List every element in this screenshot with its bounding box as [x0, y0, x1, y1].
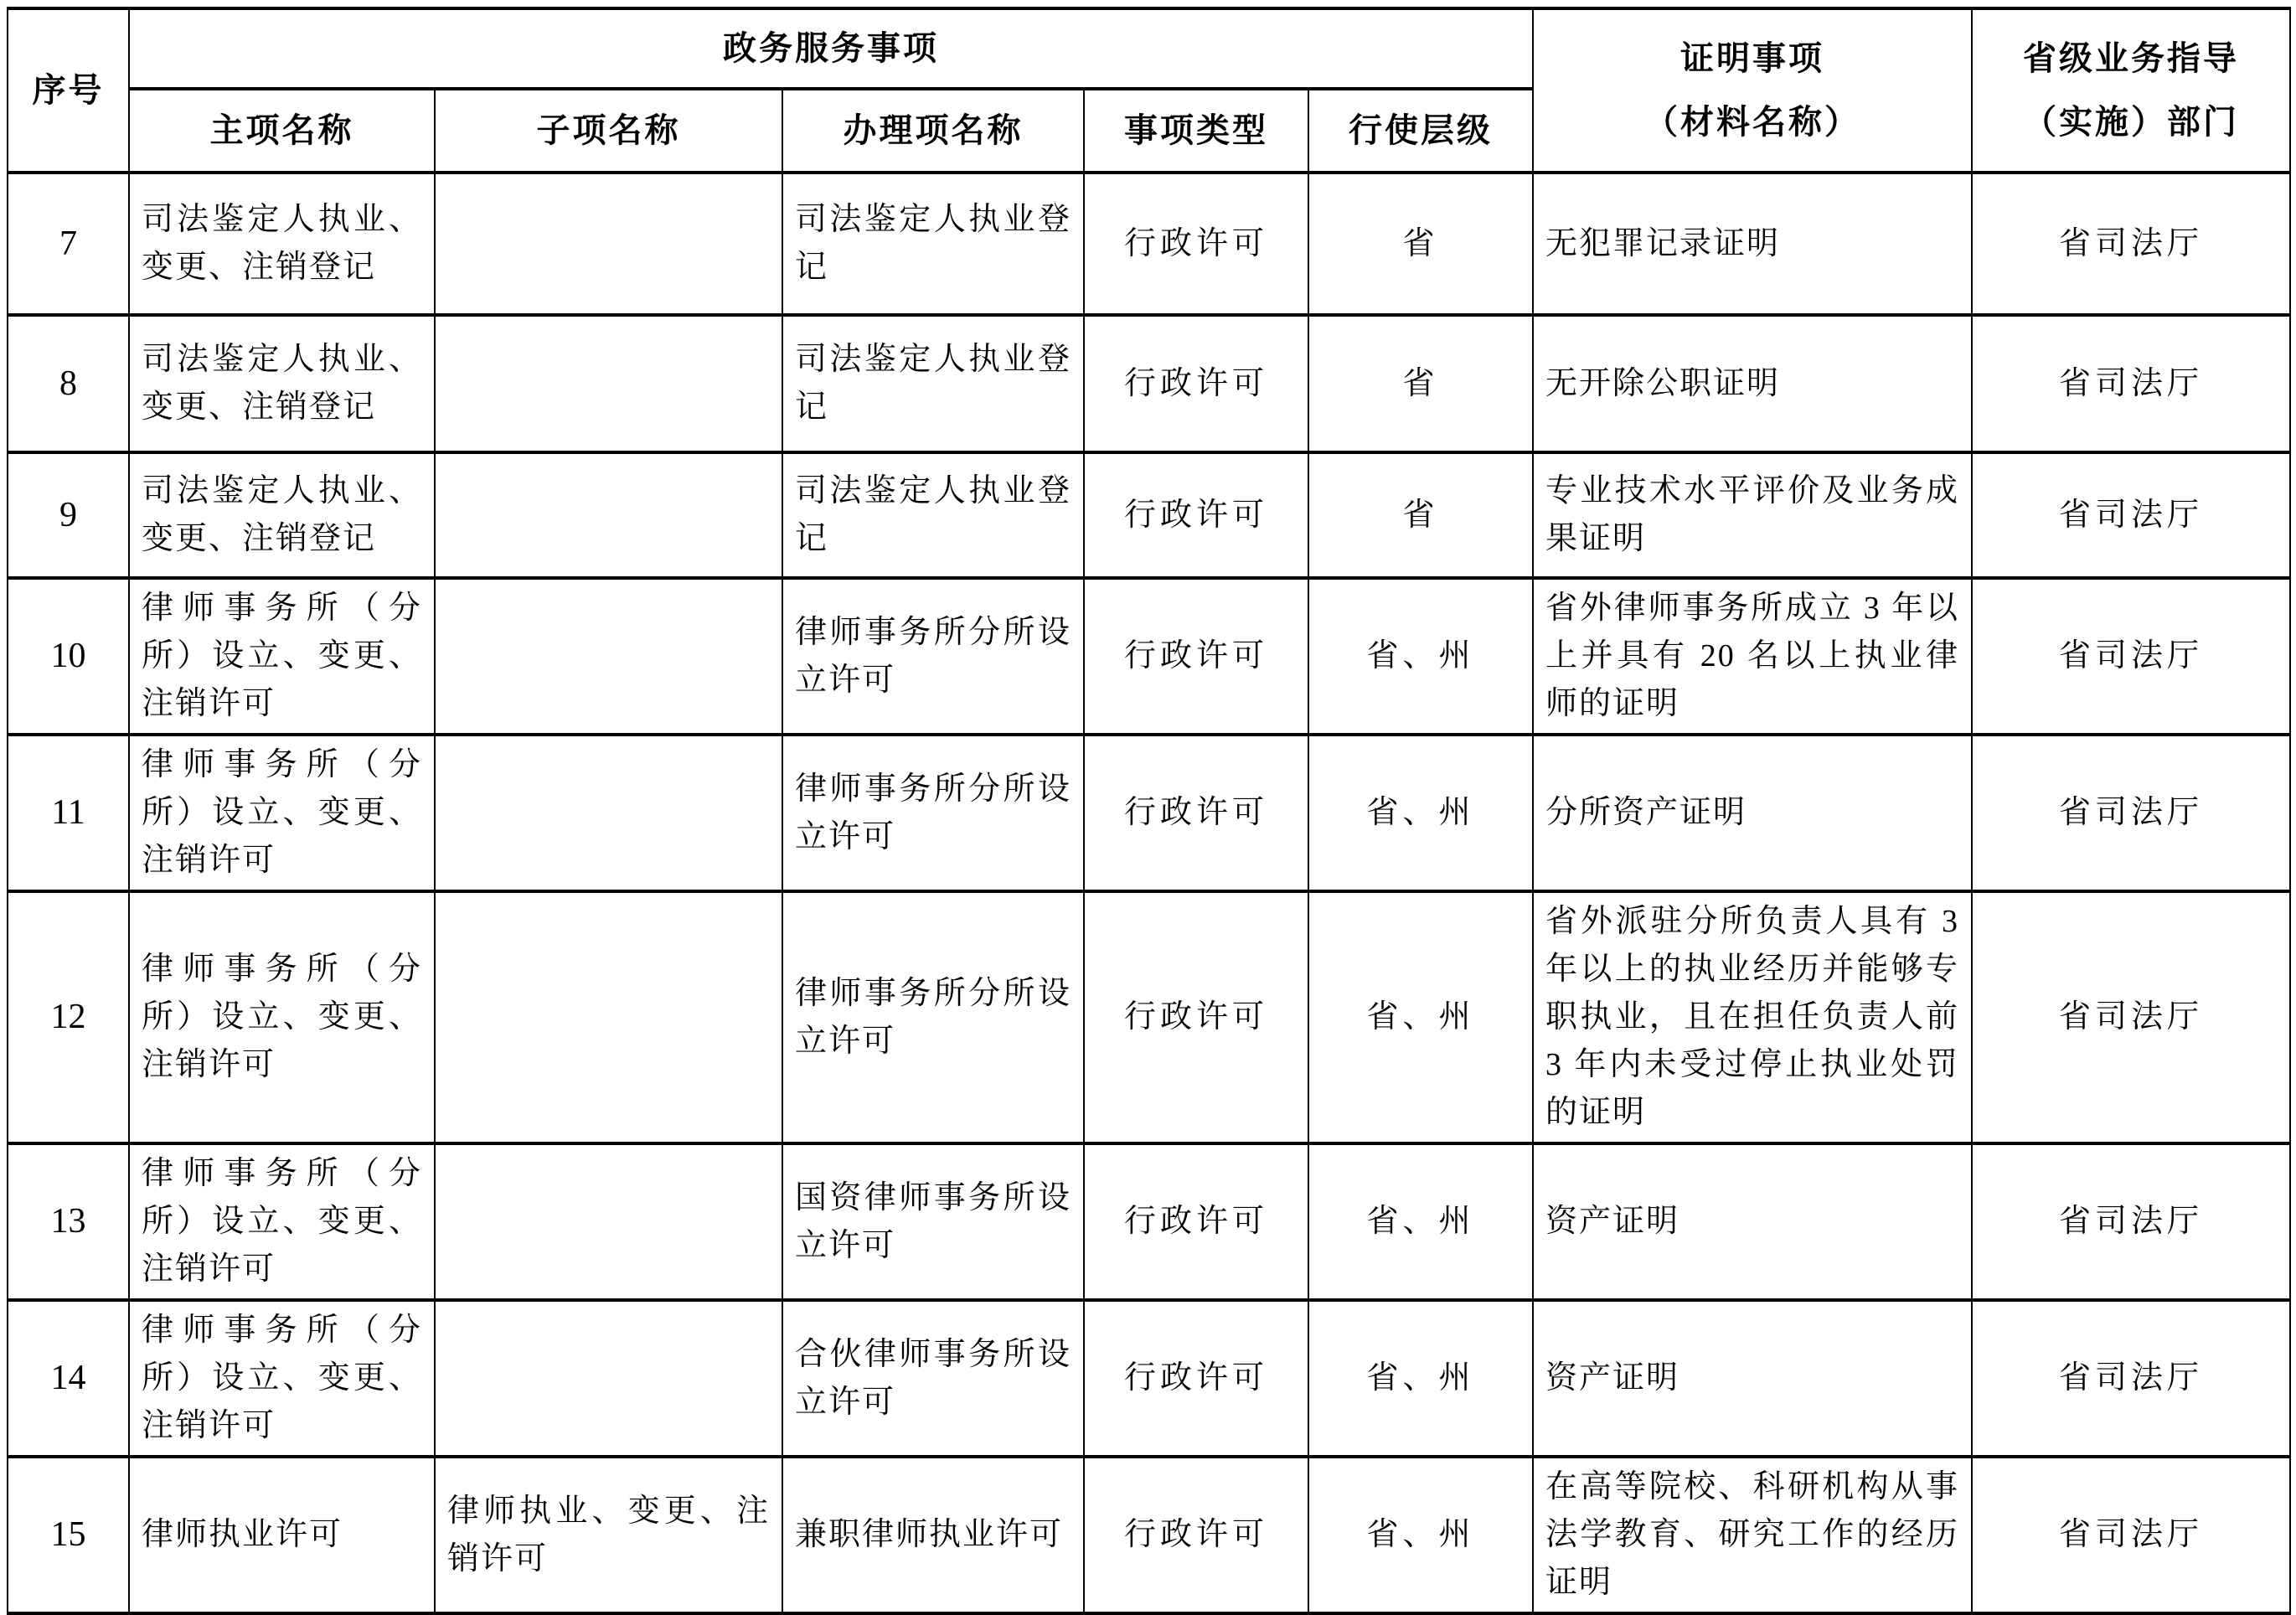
cell-exercise-level: 省、州 — [1308, 1457, 1533, 1613]
cell-serial: 12 — [8, 891, 129, 1143]
cell-main-name: 律师事务所（分所）设立、变更、注销许可 — [129, 1300, 435, 1457]
cell-serial: 7 — [8, 173, 129, 315]
cell-item-type: 行政许可 — [1084, 315, 1308, 452]
cell-main-name: 司法鉴定人执业、变更、注销登记 — [129, 173, 435, 315]
table-row — [8, 173, 2290, 315]
cell-main-name: 律师事务所（分所）设立、变更、注销许可 — [129, 578, 435, 735]
header-dept-line1: 省级业务指导 — [2023, 39, 2240, 77]
cell-item-type: 行政许可 — [1084, 1143, 1308, 1300]
cell-handle-name: 司法鉴定人执业登记 — [782, 452, 1084, 578]
cell-handle-name: 司法鉴定人执业登记 — [782, 315, 1084, 452]
cell-exercise-level: 省 — [1308, 452, 1533, 578]
header-proof-line2: （材料名称） — [1644, 103, 1861, 141]
cell-serial: 8 — [8, 315, 129, 452]
cell-sub-name — [435, 1143, 782, 1300]
cell-proof-item: 分所资产证明 — [1533, 735, 1972, 891]
cell-serial: 15 — [8, 1457, 129, 1613]
cell-proof-item: 专业技术水平评价及业务成果证明 — [1533, 452, 1972, 578]
cell-dept: 省司法厅 — [1972, 735, 2290, 891]
header-proof-line1: 证明事项 — [1680, 39, 1825, 77]
header-dept-line2: （实施）部门 — [2023, 103, 2240, 141]
cell-exercise-level: 省、州 — [1308, 735, 1533, 891]
cell-main-name: 律师执业许可 — [129, 1457, 435, 1613]
table-row — [8, 452, 2290, 578]
cell-handle-name: 国资律师事务所设立许可 — [782, 1143, 1084, 1300]
table-header — [8, 8, 2290, 173]
cell-serial: 13 — [8, 1143, 129, 1300]
cell-proof-item: 无开除公职证明 — [1533, 315, 1972, 452]
cell-handle-name: 律师事务所分所设立许可 — [782, 735, 1084, 891]
cell-item-type: 行政许可 — [1084, 452, 1308, 578]
service-items-table — [7, 7, 2291, 1615]
table-body — [8, 173, 2290, 1613]
cell-dept: 省司法厅 — [1972, 891, 2290, 1143]
cell-sub-name — [435, 452, 782, 578]
cell-sub-name: 律师执业、变更、注销许可 — [435, 1457, 782, 1613]
cell-main-name: 律师事务所（分所）设立、变更、注销许可 — [129, 1143, 435, 1300]
cell-dept: 省司法厅 — [1972, 315, 2290, 452]
cell-sub-name — [435, 735, 782, 891]
header-main-name: 主项名称 — [129, 89, 435, 173]
cell-serial: 11 — [8, 735, 129, 891]
cell-handle-name: 司法鉴定人执业登记 — [782, 173, 1084, 315]
cell-proof-item: 省外律师事务所成立 3 年以上并具有 20 名以上执业律师的证明 — [1533, 578, 1972, 735]
cell-item-type: 行政许可 — [1084, 578, 1308, 735]
cell-item-type: 行政许可 — [1084, 1457, 1308, 1613]
cell-handle-name: 兼职律师执业许可 — [782, 1457, 1084, 1613]
cell-exercise-level: 省、州 — [1308, 1143, 1533, 1300]
cell-main-name: 司法鉴定人执业、变更、注销登记 — [129, 315, 435, 452]
cell-serial: 14 — [8, 1300, 129, 1457]
cell-exercise-level: 省 — [1308, 173, 1533, 315]
cell-dept: 省司法厅 — [1972, 578, 2290, 735]
header-exercise-level: 行使层级 — [1308, 89, 1533, 173]
cell-handle-name: 律师事务所分所设立许可 — [782, 578, 1084, 735]
cell-dept: 省司法厅 — [1972, 452, 2290, 578]
cell-dept: 省司法厅 — [1972, 173, 2290, 315]
cell-proof-item: 资产证明 — [1533, 1143, 1972, 1300]
cell-proof-item: 无犯罪记录证明 — [1533, 173, 1972, 315]
cell-sub-name — [435, 891, 782, 1143]
header-dept — [1972, 8, 2290, 173]
table-row — [8, 1300, 2290, 1457]
header-handle-name: 办理项名称 — [782, 89, 1084, 173]
cell-item-type: 行政许可 — [1084, 735, 1308, 891]
cell-serial: 9 — [8, 452, 129, 578]
header-serial: 序号 — [8, 8, 129, 173]
cell-main-name: 律师事务所（分所）设立、变更、注销许可 — [129, 891, 435, 1143]
cell-exercise-level: 省、州 — [1308, 891, 1533, 1143]
cell-handle-name: 律师事务所分所设立许可 — [782, 891, 1084, 1143]
cell-sub-name — [435, 173, 782, 315]
table-row — [8, 1457, 2290, 1613]
cell-item-type: 行政许可 — [1084, 173, 1308, 315]
cell-item-type: 行政许可 — [1084, 1300, 1308, 1457]
header-proof — [1533, 8, 1972, 173]
header-sub-name: 子项名称 — [435, 89, 782, 173]
cell-proof-item: 省外派驻分所负责人具有 3 年以上的执业经历并能够专职执业，且在担任负责人前 3 年内未受过停止执业处罚的证明 — [1533, 891, 1972, 1143]
cell-proof-item: 在高等院校、科研机构从事法学教育、研究工作的经历证明 — [1533, 1457, 1972, 1613]
table-row — [8, 1143, 2290, 1300]
cell-exercise-level: 省、州 — [1308, 578, 1533, 735]
cell-serial: 10 — [8, 578, 129, 735]
cell-dept: 省司法厅 — [1972, 1457, 2290, 1613]
header-item-type: 事项类型 — [1084, 89, 1308, 173]
cell-dept: 省司法厅 — [1972, 1300, 2290, 1457]
cell-dept: 省司法厅 — [1972, 1143, 2290, 1300]
cell-exercise-level: 省、州 — [1308, 1300, 1533, 1457]
cell-handle-name: 合伙律师事务所设立许可 — [782, 1300, 1084, 1457]
header-service-group: 政务服务事项 — [129, 8, 1533, 89]
cell-proof-item: 资产证明 — [1533, 1300, 1972, 1457]
table-row — [8, 578, 2290, 735]
cell-sub-name — [435, 578, 782, 735]
cell-item-type: 行政许可 — [1084, 891, 1308, 1143]
table-row — [8, 315, 2290, 452]
table-row — [8, 735, 2290, 891]
cell-sub-name — [435, 315, 782, 452]
cell-main-name: 律师事务所（分所）设立、变更、注销许可 — [129, 735, 435, 891]
header-row-group — [8, 8, 2290, 89]
table-row — [8, 891, 2290, 1143]
cell-exercise-level: 省 — [1308, 315, 1533, 452]
cell-main-name: 司法鉴定人执业、变更、注销登记 — [129, 452, 435, 578]
cell-sub-name — [435, 1300, 782, 1457]
